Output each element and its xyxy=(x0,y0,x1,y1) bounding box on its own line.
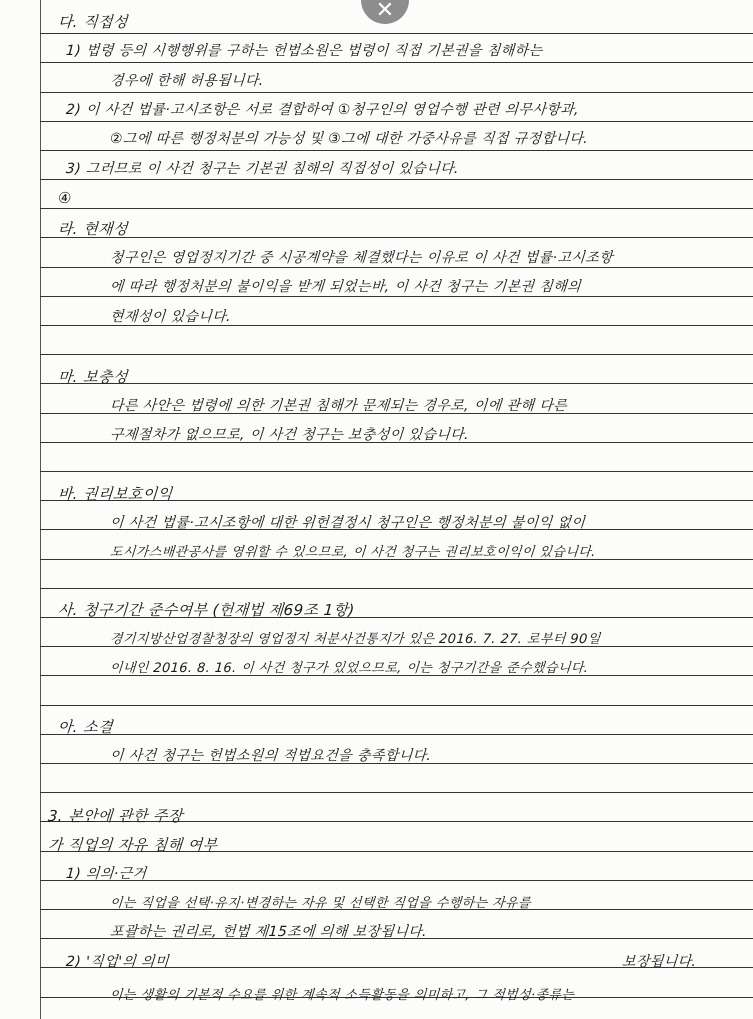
heading-interest: 바. 권리보호이익 xyxy=(57,485,174,503)
note-line: 1) 법령 등의 시행행위를 구하는 헌법소원은 법령이 직접 기본권을 침해하는 xyxy=(65,43,544,59)
ruled-line xyxy=(40,237,753,238)
note-line: 경우에 한해 허용됩니다. xyxy=(109,73,265,89)
note-line: 청구인은 영업정지기간 중 시공계약을 체결했다는 이유로 이 사건 법률·고시조항 xyxy=(109,250,614,266)
heading-conclusion: 아. 소결 xyxy=(57,718,114,736)
ruled-line xyxy=(40,92,753,93)
close-button[interactable] xyxy=(361,0,409,24)
note-line: 구제절차가 없으므로, 이 사건 청구는 보충성이 있습니다. xyxy=(109,427,470,443)
heading-merits: 3. 본안에 관한 주장 xyxy=(47,807,184,825)
note-line: 현재성이 있습니다. xyxy=(109,309,232,325)
ruled-line xyxy=(40,354,753,355)
note-line: 2) 이 사건 법률·고시조항은 서로 결합하여 ①청구인의 영업수행 관련 의무사항과, xyxy=(65,102,580,118)
ruled-line xyxy=(40,208,753,209)
ruled-line xyxy=(40,179,753,180)
heading-occupation: 가 직업의 자유 침해 여부 xyxy=(47,836,219,854)
note-line: 3) 그러므로 이 사건 청구는 기본권 침해의 직접성이 있습니다. xyxy=(65,161,460,177)
ruled-line xyxy=(40,33,753,34)
heading-present: 라. 현재성 xyxy=(57,220,129,238)
note-line: 이 사건 청구는 헌법소원의 적법요건을 충족합니다. xyxy=(109,748,433,764)
margin-line xyxy=(40,0,41,1019)
note-line-margin: 보장됩니다. xyxy=(621,954,697,970)
note-line: 이는 생활의 기본적 수요를 위한 계속적 소득활동을 의미하고, 그 적법성·종류는 xyxy=(109,988,575,1003)
ruled-line xyxy=(40,383,753,384)
ruled-line xyxy=(40,471,753,472)
note-line: 도시가스배관공사를 영위할 수 있으므로, 이 사건 청구는 권리보호이익이 있습니다. xyxy=(109,545,597,560)
ruled-line xyxy=(40,734,753,735)
note-line: 이는 직업을 선택·유지·변경하는 자유 및 선택한 직업을 수행하는 자유를 xyxy=(109,896,532,911)
note-line: 에 따라 행정처분의 불이익을 받게 되었는바, 이 사건 청구는 기본권 침해의 xyxy=(109,279,582,295)
note-line: 경기지방산업경찰청장의 영업정지 처분사건통지가 있은 2016. 7. 27. 로부터 90일 xyxy=(109,632,602,647)
close-icon: ✕ xyxy=(375,0,395,23)
ruled-line xyxy=(40,62,753,63)
note-line: 다른 사안은 법령에 의한 기본권 침해가 문제되는 경우로, 이에 관해 다른 xyxy=(109,398,568,414)
ruled-line xyxy=(40,705,753,706)
note-line: 2) '직업'의 의미 xyxy=(65,954,170,970)
heading-direct: 다. 직접성 xyxy=(57,13,129,31)
ruled-line xyxy=(40,296,753,297)
note-line: 포괄하는 권리로, 헌법 제15조에 의해 보장됩니다. xyxy=(109,924,428,940)
ruled-line xyxy=(40,588,753,589)
heading-supplementary: 마. 보충성 xyxy=(57,368,129,386)
circled-mark: ④ xyxy=(57,189,73,207)
note-line: 이 사건 법률·고시조항에 대한 위헌결정시 청구인은 행정처분의 불이익 없이 xyxy=(109,515,586,531)
note-line: 이내인 2016. 8. 16. 이 사건 청구가 있었으므로, 이는 청구기간을 준수했습니다. xyxy=(109,661,589,676)
ruled-line xyxy=(40,880,753,881)
note-line: ②그에 따른 행정처분의 가능성 및 ③그에 대한 가중사유를 직접 규정합니다. xyxy=(109,131,589,147)
ruled-line xyxy=(40,267,753,268)
heading-period: 사. 청구기간 준수여부 (헌재법 제69조 1항) xyxy=(57,601,356,619)
ruled-line xyxy=(40,150,753,151)
note-line: 1) 의의·근거 xyxy=(65,866,148,882)
ruled-line xyxy=(40,792,753,793)
ruled-line xyxy=(40,121,753,122)
